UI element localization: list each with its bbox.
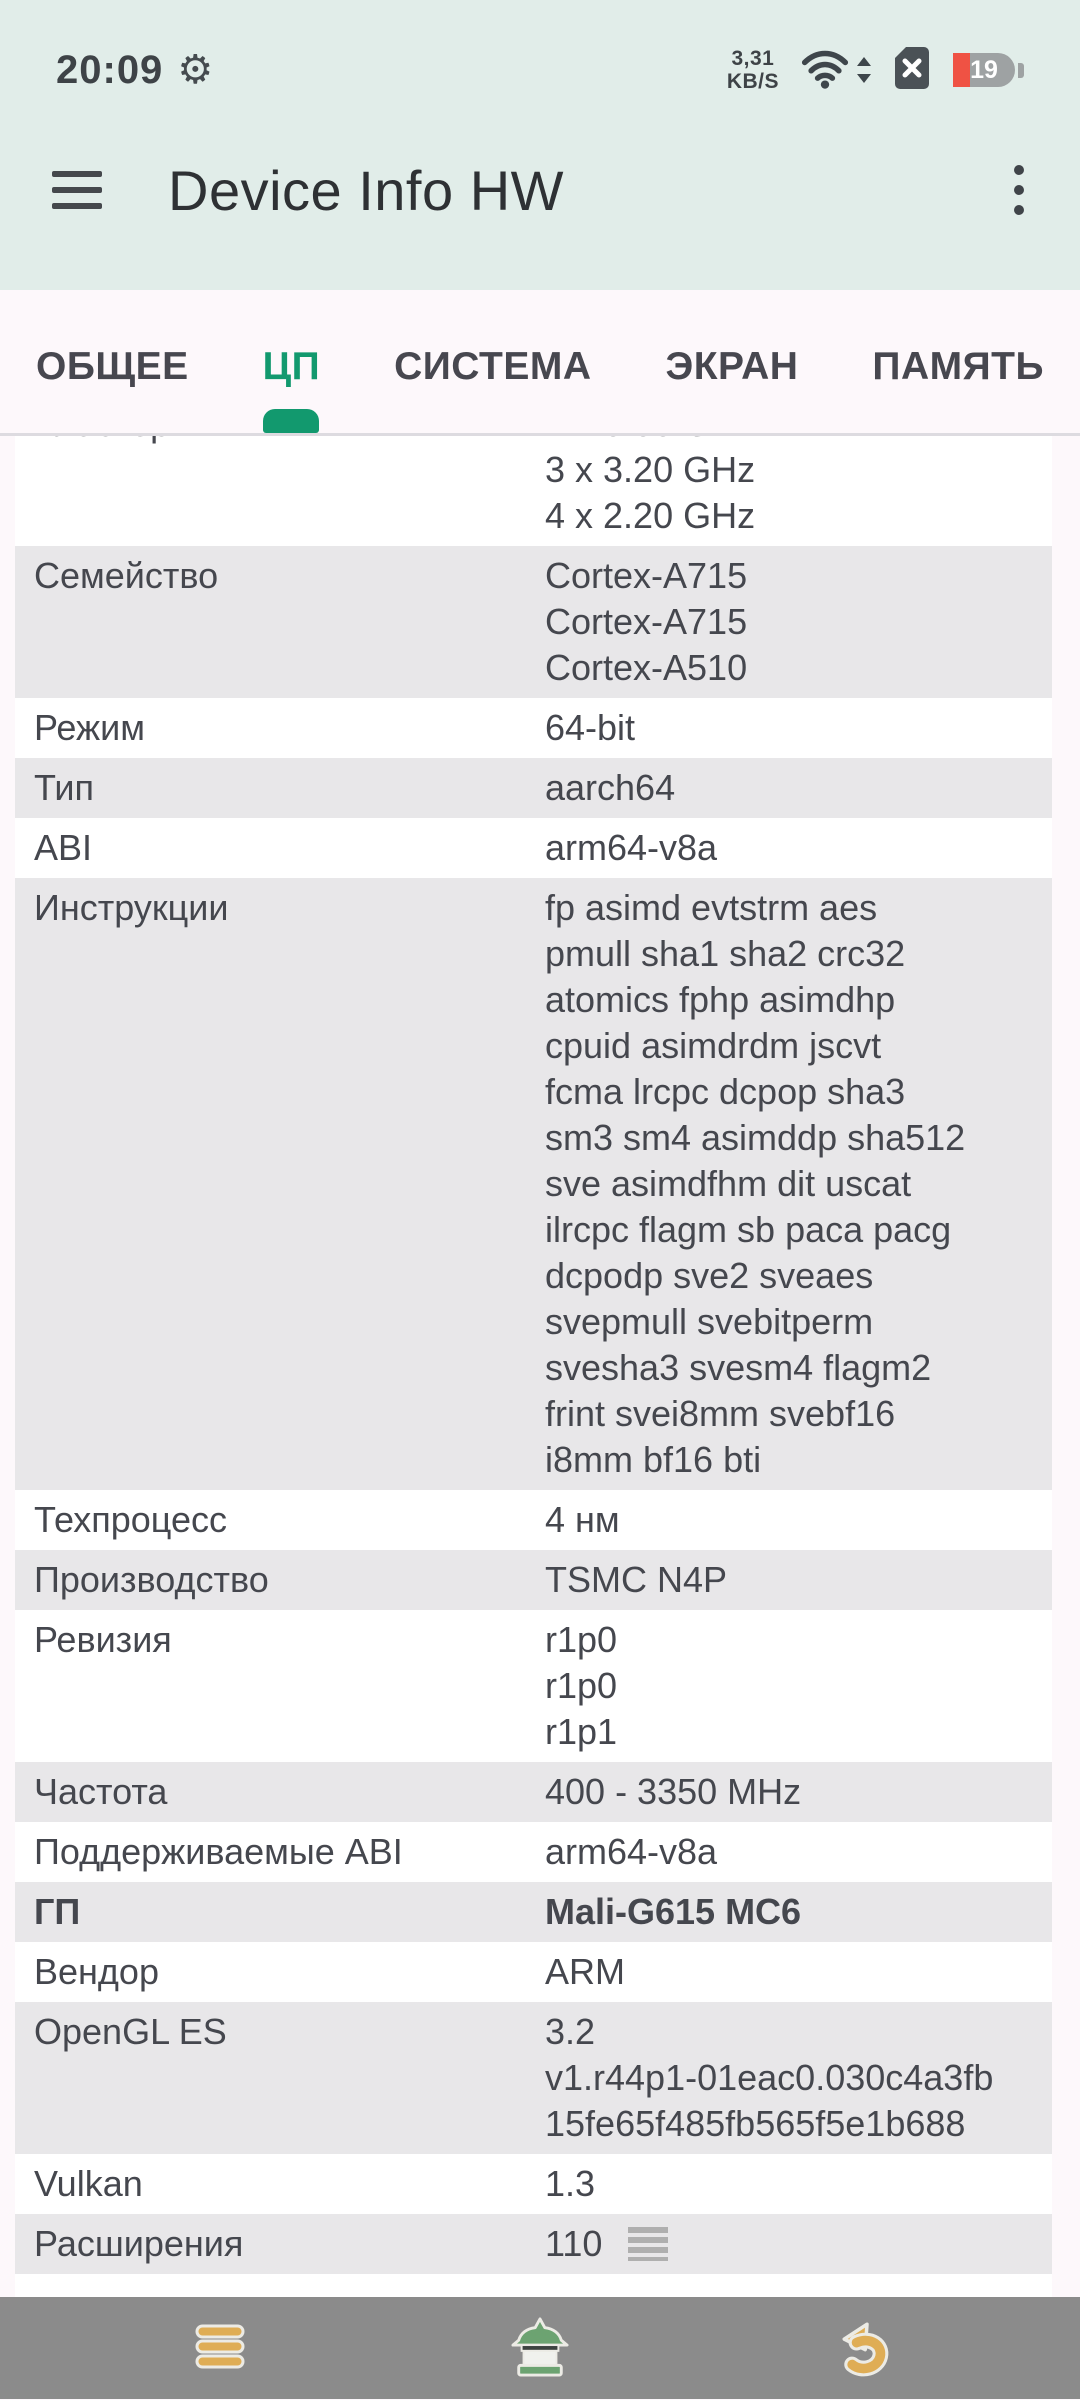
row-label: Семейство xyxy=(34,555,219,596)
back-button[interactable] xyxy=(700,2319,1020,2378)
no-sim-icon xyxy=(893,45,931,96)
row-value-line: 15fe65f485fb565f5e1b688 xyxy=(545,2103,966,2144)
status-time: 20:09 xyxy=(56,47,164,92)
table-row xyxy=(15,818,1052,878)
row-value-line: pmull sha1 sha2 crc32 xyxy=(545,933,906,974)
row-value-line: arm64-v8a xyxy=(545,827,718,868)
tab-system[interactable]: СИСТЕМА xyxy=(394,344,592,388)
row-label: Режим xyxy=(34,707,145,748)
table-row xyxy=(15,1490,1052,1550)
row-label: Техпроцесс xyxy=(34,1499,227,1540)
header xyxy=(0,0,1080,290)
row-value xyxy=(545,1497,1052,1543)
row-value xyxy=(545,705,1052,751)
row-value-line: 4 нм xyxy=(545,1499,620,1540)
recents-icon xyxy=(194,2323,246,2374)
row-value-line: fp asimd evtstrm aes xyxy=(545,887,878,928)
extensions-list-icon[interactable] xyxy=(628,2227,668,2261)
network-speed-unit: KB/S xyxy=(726,70,779,93)
row-value xyxy=(545,1829,1052,1875)
back-icon xyxy=(832,2319,888,2378)
row-label: Вендор xyxy=(34,1951,159,1992)
row-label: OpenGL ES xyxy=(34,2011,227,2052)
battery-nub xyxy=(1018,63,1024,78)
row-value-line: fcma lrcpc dcpop sha3 xyxy=(545,1071,906,1112)
row-value-line: frint svei8mm svebf16 xyxy=(545,1393,896,1434)
active-tab-indicator xyxy=(263,409,319,433)
table-row xyxy=(15,546,1052,698)
row-label: Ревизия xyxy=(34,1619,172,1660)
row-value xyxy=(545,1949,1052,1995)
battery-percent-text: 19 xyxy=(970,55,998,84)
row-value-line: Cortex-A510 xyxy=(545,647,748,688)
row-value-line: v1.r44p1-01eac0.030c4a3fb xyxy=(545,2057,994,2098)
row-value-line: 3 x 3.20 GHz xyxy=(545,449,756,490)
table-row xyxy=(15,2002,1052,2154)
tab-display[interactable]: ЭКРАН xyxy=(665,344,799,388)
row-value-line: atomics fphp asimdhp xyxy=(545,979,896,1020)
settings-gear-icon: ⚙ xyxy=(177,47,214,93)
row-value-line: Cortex-A715 xyxy=(545,601,748,642)
tab-bar xyxy=(0,290,1080,436)
row-value xyxy=(545,553,1052,691)
status-bar xyxy=(0,0,1080,110)
battery-charge-level xyxy=(953,53,970,87)
tab-cpu[interactable]: ЦП xyxy=(262,344,321,388)
app-bar xyxy=(0,110,1080,290)
row-value-line: r1p0 xyxy=(545,1665,618,1706)
table-row xyxy=(15,1550,1052,1610)
home-icon xyxy=(509,2317,571,2380)
row-value-line: 400 - 3350 MHz xyxy=(545,1771,802,1812)
table-row xyxy=(15,698,1052,758)
row-value-line: svesha3 svesm4 flagm2 xyxy=(545,1347,932,1388)
row-value xyxy=(545,1889,1052,1935)
row-value-line: ARM xyxy=(545,1951,625,1992)
table-row xyxy=(15,878,1052,1490)
row-label: Производство xyxy=(34,1559,269,1600)
network-traffic-arrows-icon xyxy=(857,57,871,83)
row-label: Расширения xyxy=(34,2223,244,2264)
table-row xyxy=(15,1942,1052,2002)
navigation-bar xyxy=(0,2297,1080,2399)
row-value xyxy=(545,885,1052,1483)
row-value xyxy=(545,825,1052,871)
row-value-line: 4 x 2.20 GHz xyxy=(545,495,756,536)
row-value-line: 1.3 xyxy=(545,2163,596,2204)
row-label: Инструкции xyxy=(34,887,229,928)
row-label: Vulkan xyxy=(34,2163,143,2204)
row-value-line: i8mm bf16 bti xyxy=(545,1439,762,1480)
cpu-info-table xyxy=(0,436,1080,2297)
row-label: ABI xyxy=(34,827,93,868)
row-value xyxy=(545,1557,1052,1603)
row-label: ГП xyxy=(34,1891,81,1932)
wifi-icon xyxy=(801,46,849,95)
row-value-line: cpuid asimdrdm jscvt xyxy=(545,1025,882,1066)
row-value-line: Cortex-A715 xyxy=(545,555,748,596)
row-value-line: sve asimdfhm dit uscat xyxy=(545,1163,912,1204)
network-speed-indicator xyxy=(727,47,779,93)
row-value-line: svepmull svebitperm xyxy=(545,1301,874,1342)
row-label: Тип xyxy=(34,767,95,808)
row-value-line: sm3 sm4 asimddp sha512 xyxy=(545,1117,966,1158)
row-label: Поддерживаемые ABI xyxy=(34,1831,403,1872)
table-row xyxy=(15,1610,1052,1762)
table-row xyxy=(15,1762,1052,1822)
row-value-line: TSMC N4P xyxy=(545,1559,728,1600)
app-title: Device Info HW xyxy=(168,158,564,222)
table-row xyxy=(15,1822,1052,1882)
row-value-line: 64-bit xyxy=(545,707,636,748)
menu-icon[interactable] xyxy=(52,171,102,209)
row-value-line: ilrcpc flagm sb paca pacg xyxy=(545,1209,952,1250)
status-bar-right xyxy=(727,45,1024,96)
battery-indicator xyxy=(953,53,1024,87)
tab-memory[interactable]: ПАМЯТЬ xyxy=(872,344,1044,388)
row-value-line: 110 xyxy=(545,2221,1052,2267)
table-row xyxy=(15,1882,1052,1942)
row-value xyxy=(545,2161,1052,2207)
row-value xyxy=(545,1769,1052,1815)
table-row xyxy=(15,2154,1052,2214)
row-value-line: arm64-v8a xyxy=(545,1831,718,1872)
recents-button[interactable] xyxy=(60,2323,380,2374)
status-bar-left xyxy=(56,48,213,93)
row-value xyxy=(545,765,1052,811)
table-row xyxy=(15,2214,1052,2274)
table-row xyxy=(15,758,1052,818)
row-value-line: r1p1 xyxy=(545,1711,618,1752)
row-value-line: 3.2 xyxy=(545,2011,596,2052)
network-speed-value: 3,31 xyxy=(731,47,775,70)
row-value xyxy=(545,2221,1052,2267)
tab-general[interactable]: ОБЩЕЕ xyxy=(36,344,189,388)
row-value-line: Mali-G615 MC6 xyxy=(545,1891,802,1932)
home-button[interactable] xyxy=(380,2317,700,2380)
overflow-menu-icon[interactable] xyxy=(1008,159,1030,221)
row-value xyxy=(545,1617,1052,1755)
row-value xyxy=(545,2009,1052,2147)
row-value-line: r1p0 xyxy=(545,1619,618,1660)
row-value-line: aarch64 xyxy=(545,767,676,808)
row-value-line: dcpodp sve2 sveaes xyxy=(545,1255,874,1296)
row-label: Частота xyxy=(34,1771,168,1812)
